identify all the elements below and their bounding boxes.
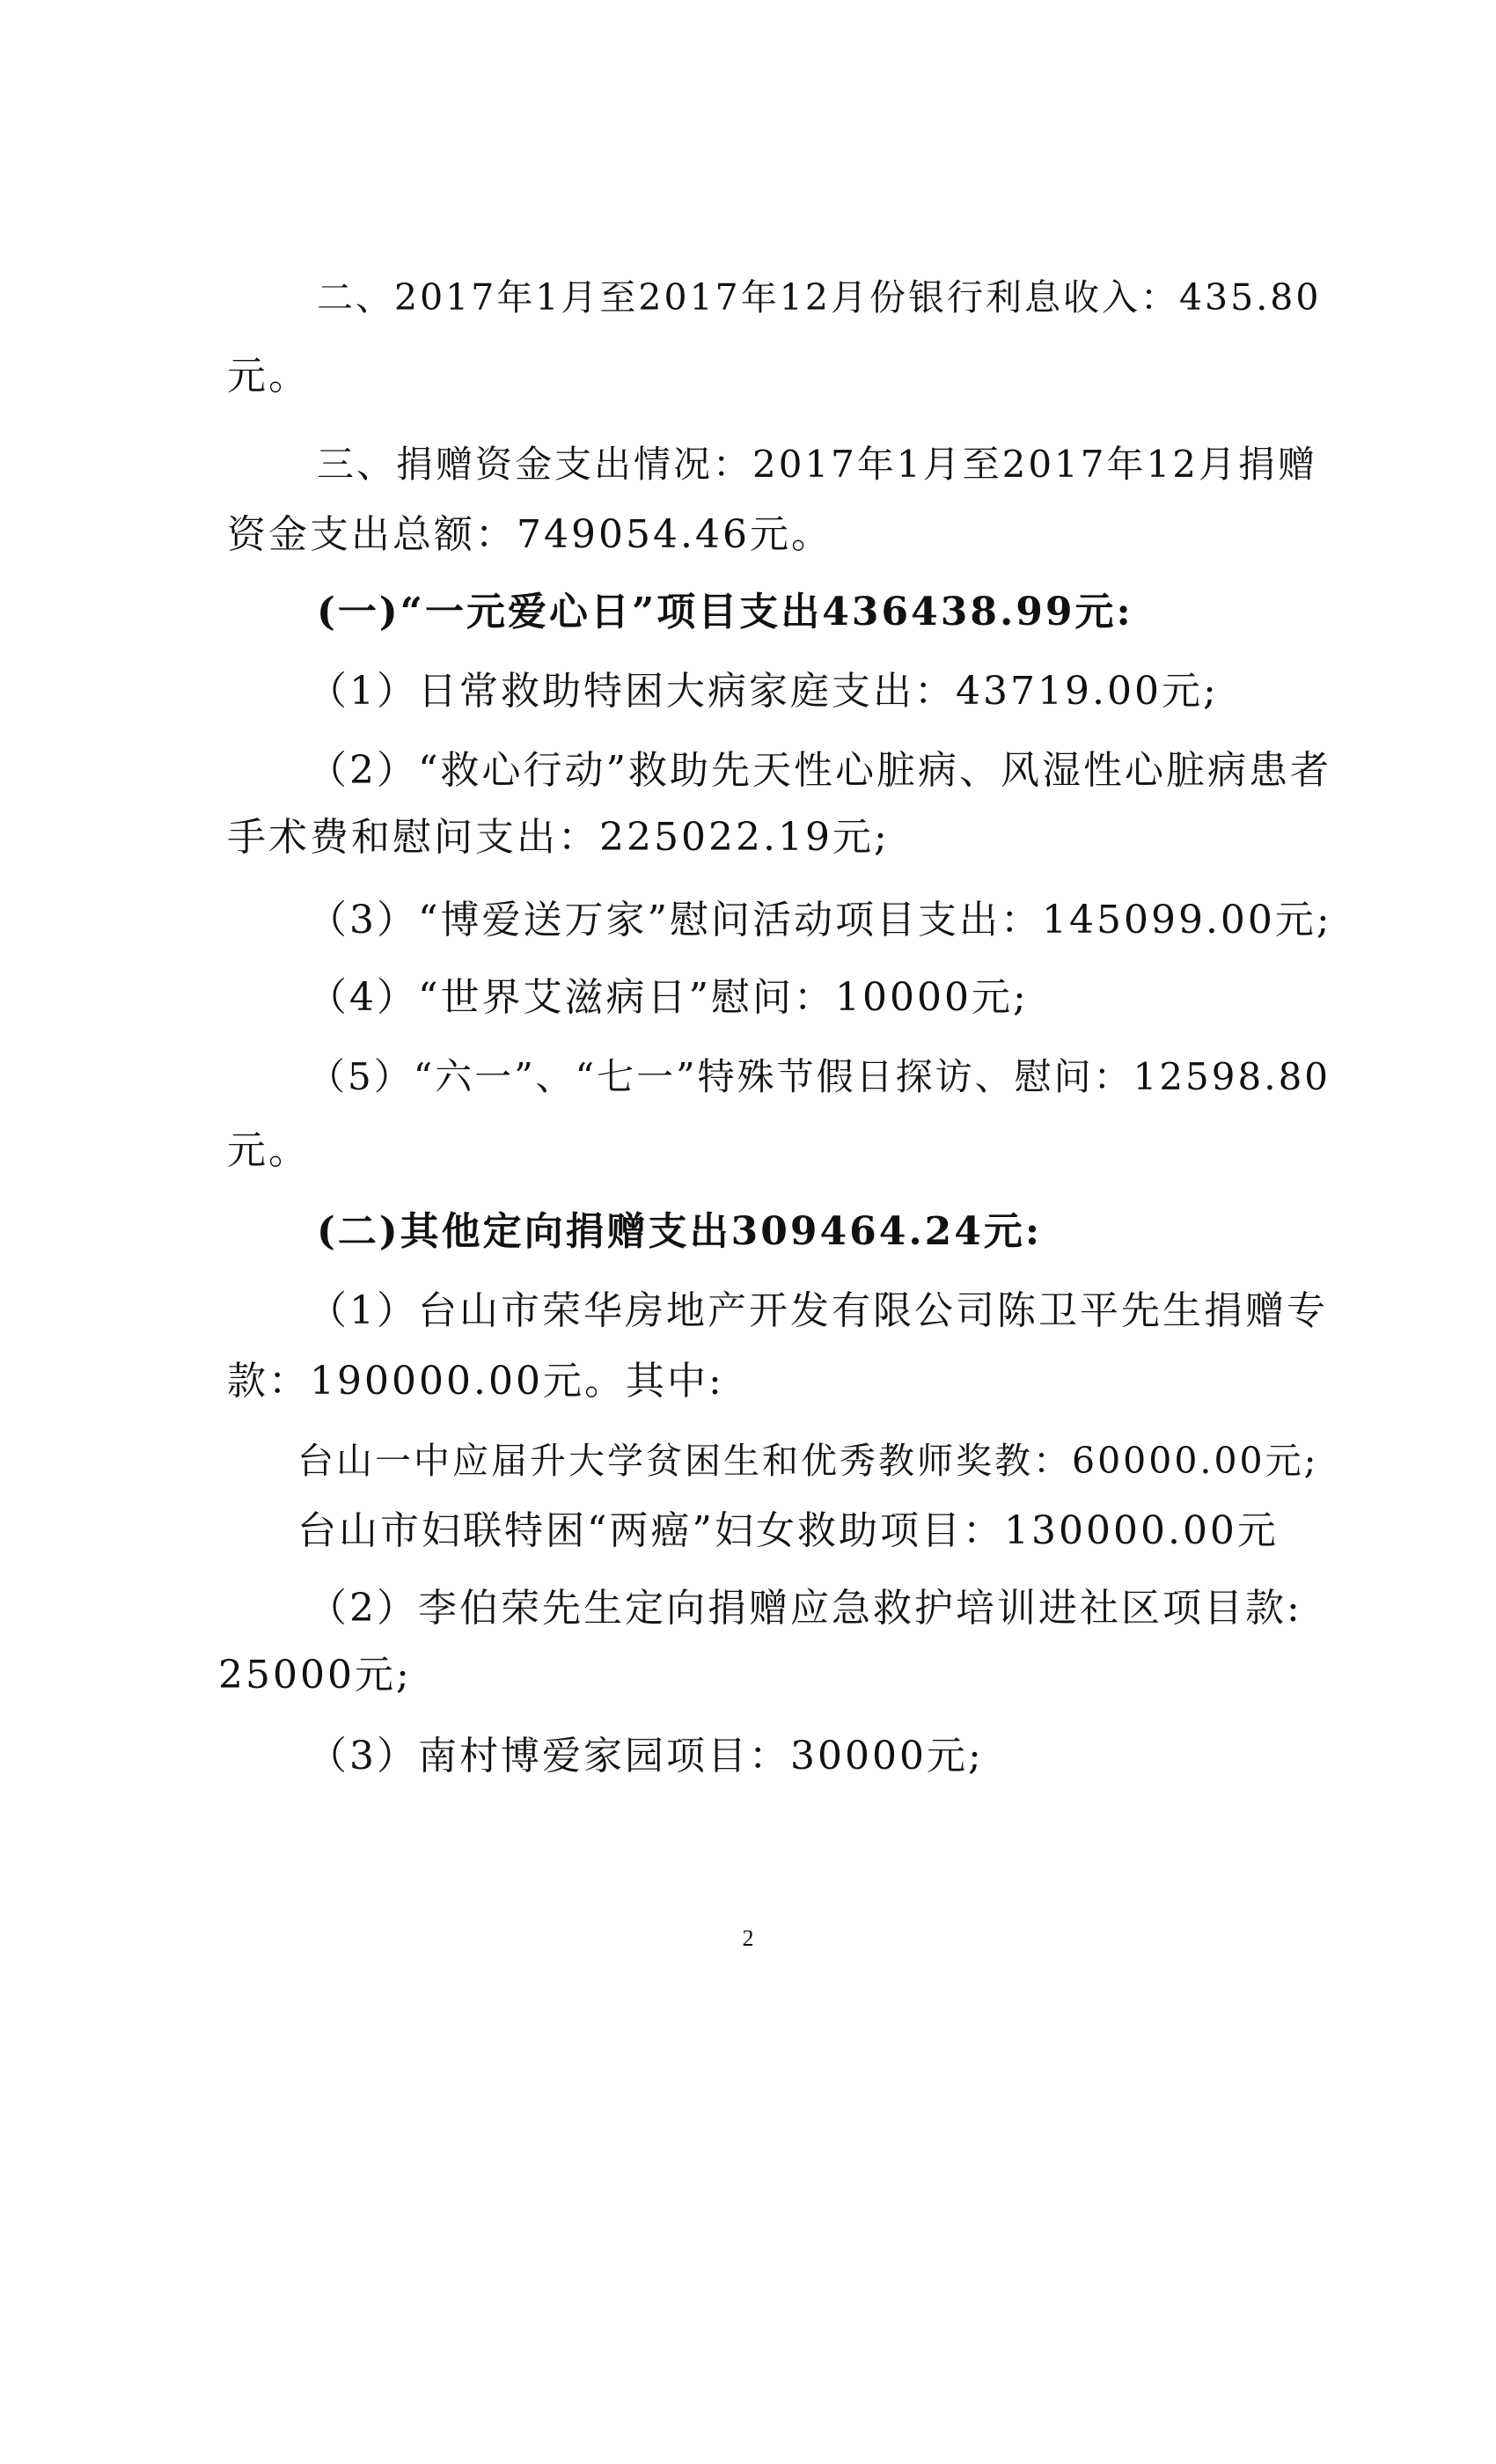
list-item-1-3: （3）“博爱送万家”慰问活动项目支出：145099.00元; (308, 898, 1332, 942)
list-item-2-2-cont: 25000元; (218, 1653, 412, 1698)
list-item-2-3: （3）南村博爱家园项目：30000元; (308, 1734, 984, 1778)
list-subitem-school: 台山一中应届升大学贫困生和优秀教师奖教：60000.00元; (297, 1440, 1319, 1482)
list-item-1-5: （5）“六一”、“七一”特殊节假日探访、慰问：12598.80 (308, 1055, 1331, 1098)
list-item-1-2: （2）“救心行动”救助先天性心脏病、风湿性心脏病患者 (308, 748, 1331, 793)
list-item-1-4: （4）“世界艾滋病日”慰问：10000元; (308, 975, 1029, 1020)
text-line-income-interest-cont: 元。 (227, 354, 310, 399)
text-line-expense-heading: 三、捐赠资金支出情况：2017年1月至2017年12月捐赠 (317, 443, 1317, 486)
list-item-1-1: （1）日常救助特困大病家庭支出：43719.00元; (308, 669, 1219, 714)
list-item-2-1: （1）台山市荣华房地产开发有限公司陈卫平先生捐赠专 (308, 1288, 1328, 1333)
list-item-1-2-cont: 手术费和慰问支出：225022.19元; (227, 815, 890, 860)
section-heading-love-day: (一)“一元爱心日”项目支出436438.99元: (317, 590, 1133, 634)
text-line-expense-total: 资金支出总额：749054.46元。 (227, 512, 832, 557)
text-line-income-interest: 二、2017年1月至2017年12月份银行利息收入：435.80 (317, 276, 1322, 319)
list-item-2-1-cont: 款：190000.00元。其中: (227, 1359, 724, 1404)
list-subitem-women: 台山市妇联特困“两癌”妇女救助项目：130000.00元 (297, 1508, 1279, 1553)
list-item-1-5-cont: 元。 (227, 1128, 310, 1173)
page-number: 2 (742, 1925, 754, 1951)
list-item-2-2: （2）李伯荣先生定向捐赠应急救护培训进社区项目款: (308, 1586, 1302, 1631)
section-heading-directed: (二)其他定向捐赠支出309464.24元: (317, 1209, 1043, 1254)
